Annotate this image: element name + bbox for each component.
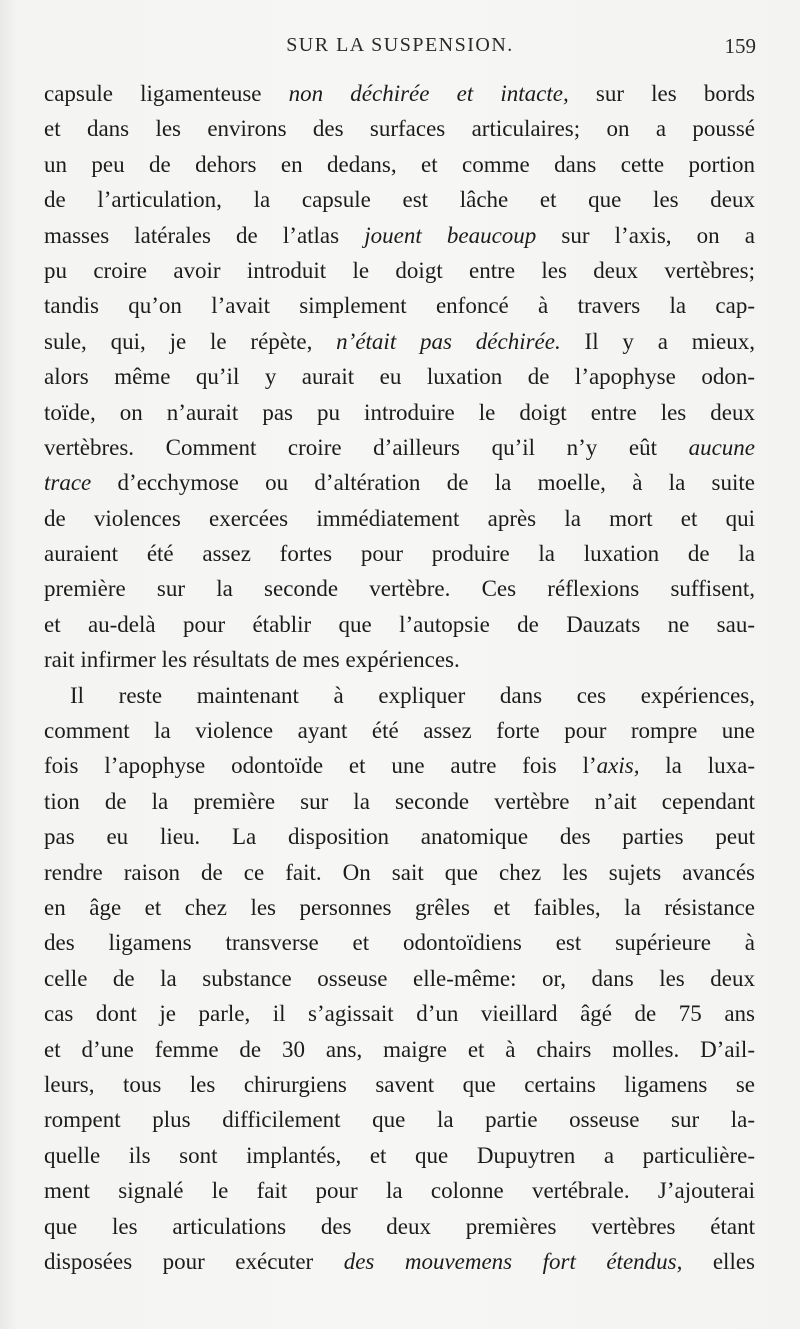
italic-text: axis, [596, 753, 640, 779]
page-header [44, 34, 756, 64]
text-segment: comment la violence ayant été assez forte pour rompre une [44, 718, 755, 744]
text-line [44, 678, 755, 713]
text-segment: de violences exercées immédiatement après la mort et qui [44, 505, 755, 531]
text-line [44, 465, 755, 500]
body-text [44, 76, 755, 1279]
text-line [44, 961, 755, 996]
text-line [44, 182, 755, 217]
text-segment: tion de la première sur la seconde vertèbre n’ait cependant [44, 788, 755, 814]
text-segment: toïde, on n’aurait pas pu introduire le doigt entre les deux [44, 399, 755, 425]
text-segment: Il reste maintenant à expliquer dans ces expériences, [70, 682, 755, 708]
text-segment: d’ecchymose ou d’altération de la moelle, à la suite [91, 470, 755, 496]
text-line [44, 642, 755, 677]
text-segment: rait infirmer les résultats de mes expériences. [44, 647, 460, 673]
text-segment: sule, qui, je le répète, [44, 328, 337, 354]
text-segment: vertèbres. Comment croire d’ailleurs qu’il n’y eût [44, 434, 689, 460]
text-line [44, 1173, 755, 1208]
text-segment: fois l’apophyse odontoïde et une autre fois l’ [44, 753, 597, 779]
text-segment: alors même qu’il y aurait eu luxation de l’apophyse odon- [44, 364, 755, 390]
italic-text: jouent beaucoup [364, 222, 537, 248]
text-segment: et dans les environs des surfaces articulaires; on a poussé [44, 116, 755, 142]
text-line [44, 536, 755, 571]
text-line [44, 218, 755, 253]
text-segment: et d’une femme de 30 ans, maigre et à chairs molles. D’ail- [44, 1036, 755, 1062]
text-line [44, 1209, 755, 1244]
text-line [44, 147, 755, 182]
italic-text: trace [44, 470, 92, 496]
text-segment: la luxa- [639, 753, 755, 779]
text-segment: auraient été assez fortes pour produire la luxation de la [44, 541, 755, 567]
text-line [44, 571, 755, 606]
text-line [44, 395, 755, 430]
text-line [44, 855, 755, 890]
text-segment: cas dont je parle, il s’agissait d’un vieillard âgé de 75 ans [44, 1001, 755, 1027]
text-segment: celle de la substance osseuse elle-même: or, dans les deux [44, 965, 755, 991]
text-segment: sur l’axis, on a [536, 222, 755, 248]
text-line [44, 1067, 755, 1102]
text-segment: leurs, tous les chirurgiens savent que certains ligamens se [44, 1071, 755, 1097]
text-line [44, 111, 755, 146]
text-line [44, 713, 755, 748]
text-segment: ment signalé le fait pour la colonne vertébrale. J’ajouterai [44, 1178, 755, 1204]
text-segment: première sur la seconde vertèbre. Ces réflexions suffisent, [44, 576, 755, 602]
italic-text: non déchirée et intacte, [288, 81, 569, 106]
text-segment: pu croire avoir introduit le doigt entre les deux vertèbres; [44, 257, 755, 283]
text-line [44, 430, 755, 465]
text-segment: masses latérales de l’atlas [44, 222, 365, 248]
text-segment: elles [682, 1248, 755, 1274]
text-segment: des ligamens transverse et odontoïdiens est supérieure à [44, 930, 755, 956]
text-line [44, 1244, 755, 1279]
text-segment: sur les bords [568, 81, 755, 106]
text-line [44, 359, 755, 394]
text-line [44, 819, 755, 854]
text-segment: de l’articulation, la capsule est lâche et que les deux [44, 187, 755, 213]
page-number: 159 [724, 34, 756, 58]
text-segment: en âge et chez les personnes grêles et faibles, la résistance [44, 894, 755, 920]
italic-text: aucune [688, 434, 755, 460]
text-segment: capsule ligamenteuse [44, 81, 289, 106]
text-segment: Il y a mieux, [560, 328, 756, 354]
running-title: SUR LA SUSPENSION. [286, 34, 514, 56]
text-line [44, 996, 755, 1031]
text-line [44, 890, 755, 925]
text-segment: un peu de dehors en dedans, et comme dans cette portion [44, 151, 755, 177]
text-segment: tandis qu’on l’avait simplement enfoncé à travers la cap- [44, 293, 755, 319]
text-segment: rompent plus difficilement que la partie osseuse sur la- [44, 1107, 755, 1133]
text-line [44, 1102, 755, 1137]
text-line [44, 501, 755, 536]
text-line [44, 76, 755, 111]
italic-text: des mouvemens fort étendus, [343, 1248, 683, 1274]
text-line [44, 748, 755, 783]
text-segment: que les articulations des deux premières vertèbres étant [44, 1213, 755, 1239]
italic-text: n’était pas déchirée. [336, 328, 561, 354]
text-segment: quelle ils sont implantés, et que Dupuytren a particulière- [44, 1142, 755, 1168]
text-segment: rendre raison de ce fait. On sait que chez les sujets avancés [44, 859, 755, 885]
text-line [44, 1138, 755, 1173]
text-segment: et au-delà pour établir que l’autopsie de Dauzats ne sau- [44, 611, 755, 637]
text-line [44, 925, 755, 960]
text-line [44, 784, 755, 819]
text-line [44, 1032, 755, 1067]
text-line [44, 288, 755, 323]
text-segment: disposées pour exécuter [44, 1248, 344, 1274]
text-line [44, 324, 755, 359]
text-line [44, 253, 755, 288]
text-line [44, 607, 755, 642]
text-segment: pas eu lieu. La disposition anatomique des parties peut [44, 824, 755, 850]
